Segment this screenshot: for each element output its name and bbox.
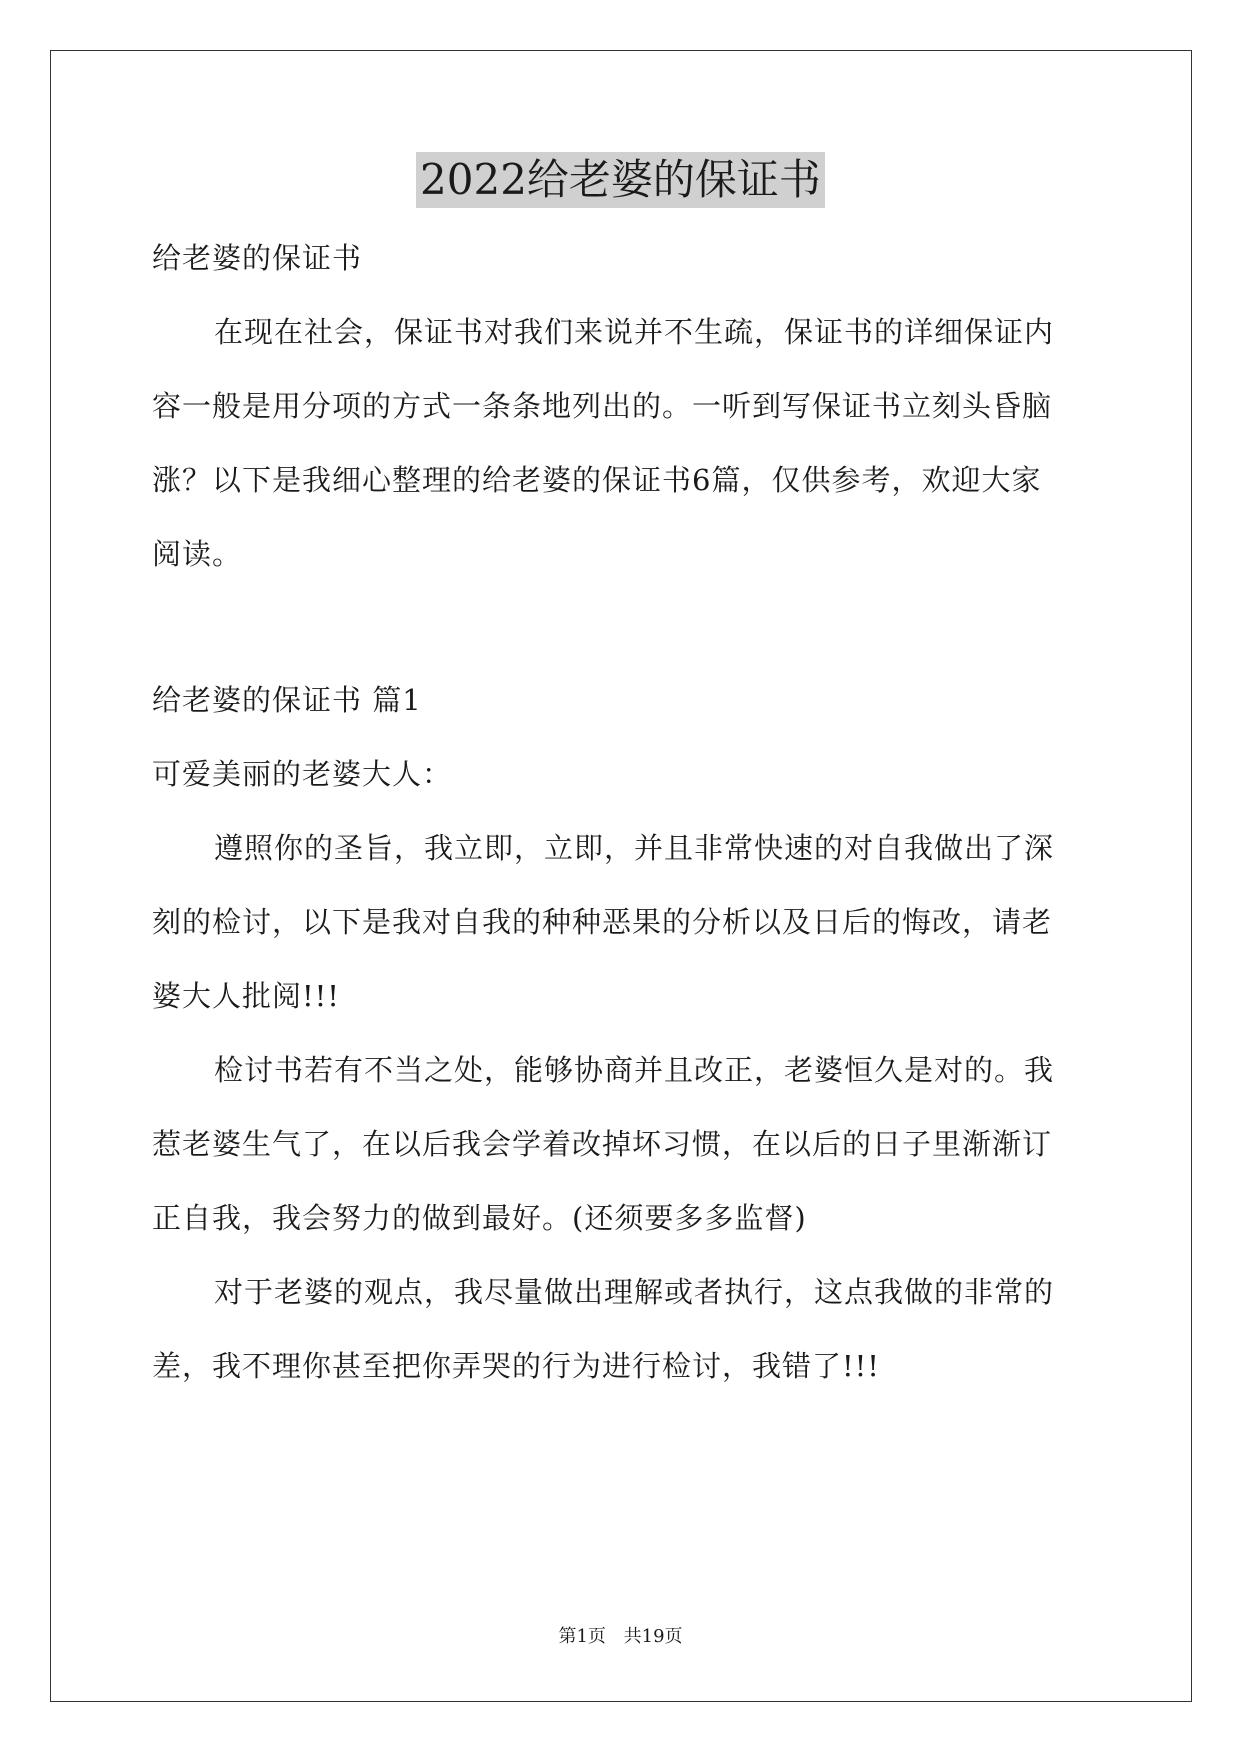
paragraph-line: 婆大人批阅!!! [152, 979, 340, 1013]
page-footer [0, 1625, 1241, 1649]
paragraph-line: 阅读。 [152, 537, 243, 571]
paragraph-line: 惹老婆生气了，在以后我会学着改掉坏习惯，在以后的日子里渐渐订 [152, 1127, 1053, 1161]
paragraph-line: 对于老婆的观点，我尽量做出理解或者执行，这点我做的非常的 [214, 1275, 1055, 1309]
paragraph-line: 容一般是用分项的方式一条条地列出的。一听到写保证书立刻头昏脑 [152, 389, 1053, 423]
paragraph-line: 检讨书若有不当之处，能够协商并且改正，老婆恒久是对的。我 [214, 1053, 1055, 1087]
paragraph-line: 差，我不理你甚至把你弄哭的行为进行检讨，我错了!!! [152, 1349, 880, 1383]
page-number: 第1页 [558, 1626, 606, 1647]
paragraph-line: 遵照你的圣旨，我立即，立即，并且非常快速的对自我做出了深 [214, 831, 1055, 865]
salutation: 可爱美丽的老婆大人： [152, 757, 453, 791]
intro-heading: 给老婆的保证书 [152, 241, 363, 275]
document-title: 2022给老婆的保证书 [416, 152, 825, 208]
paragraph-line: 刻的检讨，以下是我对自我的种种恶果的分析以及日后的悔改，请老 [152, 905, 1053, 939]
title-wrap [0, 152, 1241, 208]
paragraph-line: 涨？以下是我细心整理的给老婆的保证书6篇，仅供参考，欢迎大家 [152, 463, 1042, 497]
page-total: 共19页 [623, 1626, 683, 1647]
page-frame [50, 50, 1192, 1702]
section-heading: 给老婆的保证书 篇1 [152, 683, 422, 717]
paragraph-line: 正自我，我会努力的做到最好。(还须要多多监督) [152, 1201, 807, 1235]
paragraph-line: 在现在社会，保证书对我们来说并不生疏，保证书的详细保证内 [214, 315, 1055, 349]
